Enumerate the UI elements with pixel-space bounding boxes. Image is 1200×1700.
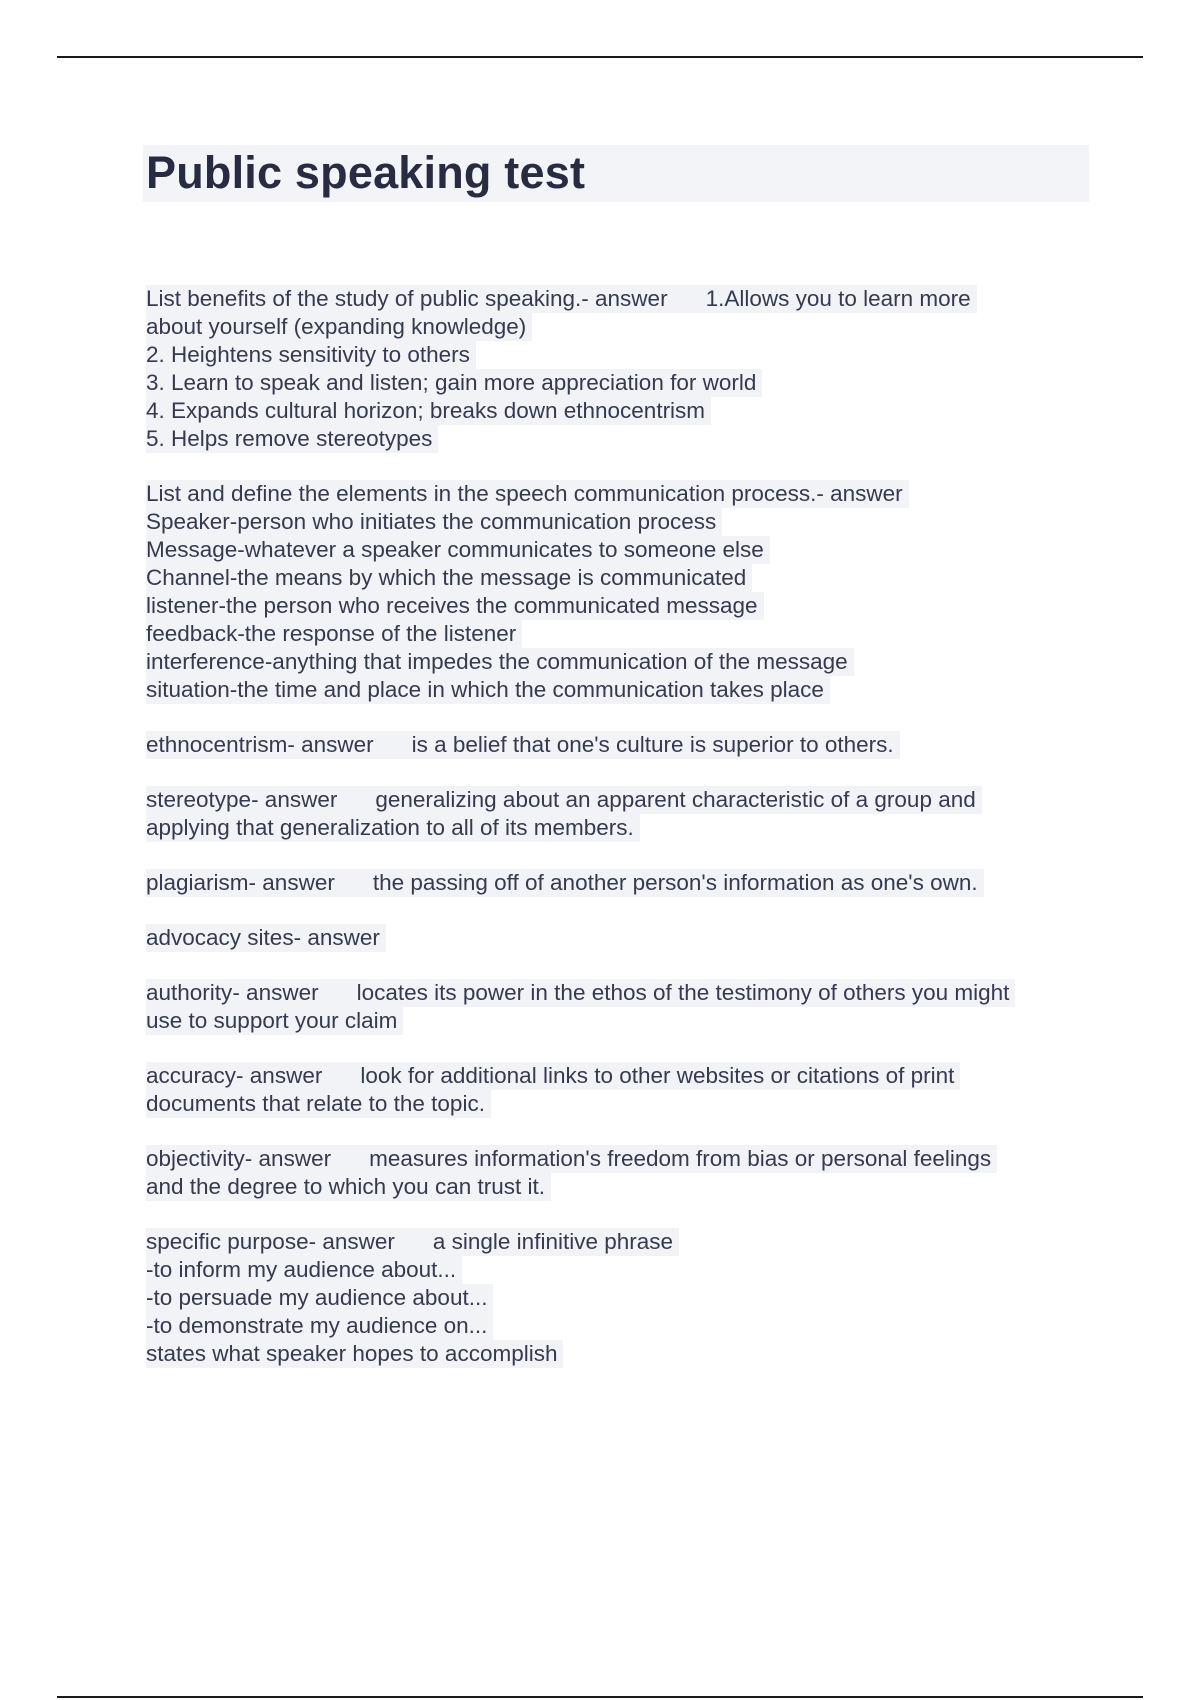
qa-list — [146, 285, 1086, 1395]
qa-entry — [146, 1062, 1086, 1118]
qa-answer-line: 2. Heightens sensitivity to others — [146, 341, 476, 369]
qa-answer-line: listener-the person who receives the communicated message — [146, 592, 764, 620]
qa-question-line — [146, 979, 1015, 1007]
qa-answer: locates its power in the ethos of the testimony of others you might — [356, 980, 1010, 1005]
qa-answer-line: about yourself (expanding knowledge) — [146, 313, 532, 341]
qa-entry — [146, 924, 1086, 952]
answer-marker: - answer — [236, 1063, 323, 1088]
qa-entry — [146, 979, 1086, 1035]
qa-question-line — [146, 480, 909, 508]
qa-answer-line: Speaker-person who initiates the communication process — [146, 508, 722, 536]
qa-term: specific purpose — [146, 1229, 309, 1254]
qa-term: plagiarism — [146, 870, 249, 895]
qa-term: List benefits of the study of public speaking. — [146, 286, 582, 311]
qa-answer-line: documents that relate to the topic. — [146, 1090, 491, 1118]
qa-answer-line: Message-whatever a speaker communicates to someone else — [146, 536, 770, 564]
qa-answer-line: -to demonstrate my audience on... — [146, 1312, 493, 1340]
answer-marker: - answer — [293, 925, 380, 950]
qa-answer-line: applying that generalization to all of its members. — [146, 814, 640, 842]
qa-answer: 1.Allows you to learn more — [705, 286, 971, 311]
qa-answer-line: Channel-the means by which the message is communicated — [146, 564, 752, 592]
bottom-rule — [57, 1696, 1143, 1698]
qa-answer-line: -to persuade my audience about... — [146, 1284, 493, 1312]
qa-answer-line: states what speaker hopes to accomplish — [146, 1340, 563, 1368]
qa-entry — [146, 1145, 1086, 1201]
qa-entry — [146, 786, 1086, 842]
qa-answer-line: -to inform my audience about... — [146, 1256, 462, 1284]
qa-entry — [146, 285, 1086, 453]
qa-term: advocacy sites — [146, 925, 294, 950]
qa-question-line — [146, 1145, 997, 1173]
qa-question-line — [146, 786, 982, 814]
answer-marker: - answer — [232, 980, 319, 1005]
top-rule — [57, 56, 1143, 58]
qa-term: objectivity — [146, 1146, 245, 1171]
qa-answer-line: feedback-the response of the listener — [146, 620, 522, 648]
qa-answer-line: situation-the time and place in which the communication takes place — [146, 676, 830, 704]
qa-question-line — [146, 869, 984, 897]
qa-answer: generalizing about an apparent characteristic of a group and — [375, 787, 976, 812]
qa-answer-line: interference-anything that impedes the communication of the message — [146, 648, 854, 676]
qa-question-line — [146, 285, 977, 313]
answer-marker: - answer — [581, 286, 668, 311]
answer-marker: - answer — [251, 787, 338, 812]
qa-question-line — [146, 1062, 960, 1090]
qa-term: authority — [146, 980, 233, 1005]
qa-answer: is a belief that one's culture is superior to others. — [411, 732, 894, 757]
page-title: Public speaking test — [146, 147, 586, 198]
answer-marker: - answer — [816, 481, 903, 506]
qa-question-line — [146, 1228, 679, 1256]
qa-answer-line: 4. Expands cultural horizon; breaks down ethnocentrism — [146, 397, 711, 425]
qa-answer: the passing off of another person's information as one's own. — [372, 870, 978, 895]
qa-answer: measures information's freedom from bias or personal feelings — [369, 1146, 992, 1171]
qa-term: ethnocentrism — [146, 732, 288, 757]
qa-answer-line: 3. Learn to speak and listen; gain more appreciation for world — [146, 369, 762, 397]
qa-answer-line: use to support your claim — [146, 1007, 403, 1035]
qa-answer: look for additional links to other websites or citations of print — [360, 1063, 955, 1088]
qa-term: List and define the elements in the speech communication process. — [146, 481, 817, 506]
qa-entry — [146, 480, 1086, 704]
answer-marker: - answer — [308, 1229, 395, 1254]
qa-answer-line: 5. Helps remove stereotypes — [146, 425, 438, 453]
qa-entry — [146, 869, 1086, 897]
qa-term: accuracy — [146, 1063, 237, 1088]
answer-marker: - answer — [248, 870, 335, 895]
qa-term: stereotype — [146, 787, 252, 812]
qa-answer-line: and the degree to which you can trust it. — [146, 1173, 551, 1201]
qa-answer: a single infinitive phrase — [432, 1229, 674, 1254]
qa-question-line — [146, 924, 386, 952]
qa-entry — [146, 731, 1086, 759]
qa-entry — [146, 1228, 1086, 1368]
qa-question-line — [146, 731, 900, 759]
answer-marker: - answer — [287, 732, 374, 757]
answer-marker: - answer — [244, 1146, 332, 1171]
